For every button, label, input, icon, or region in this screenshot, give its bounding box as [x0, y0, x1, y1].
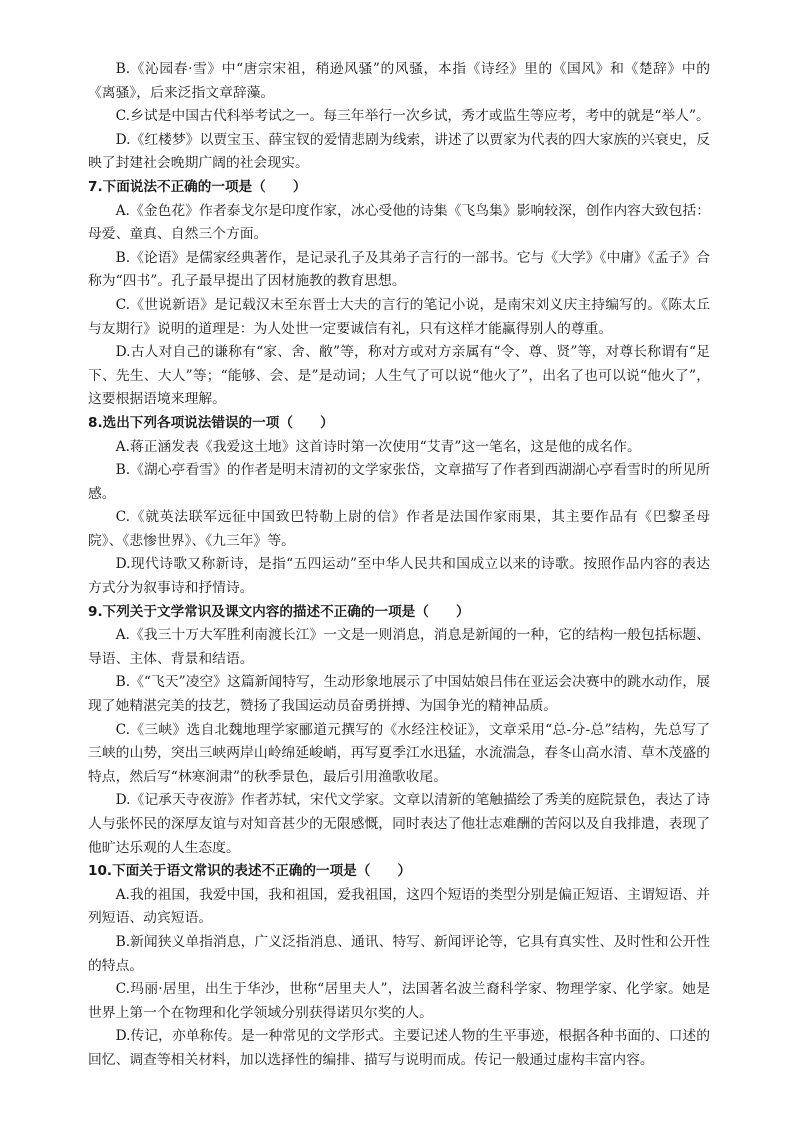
question-7-option-c: C.《世说新语》是记载汉末至东晋士大夫的言行的笔记小说，是南宋刘义庆主持编写的。《陈太丘与友期行》说明的道理是：为人处世一定要诚信有礼，只有这样才能赢得别人的尊重。 — [88, 296, 710, 337]
question-9-option-a: A.《我三十万大军胜利南渡长江》一文是一则消息，消息是新闻的一种，它的结构一般包括标题、导语、主体、背景和结语。 — [88, 627, 710, 667]
question-8-option-a: A.蒋正涵发表《我爱这土地》这首诗时第一次使用“艾青”这一笔名，这是他的成名作。 — [115, 438, 641, 455]
option-c: C.乡试是中国古代科举考试之一。每三年举行一次乡试，秀才或监生等应考，考中的就是“举人”。 — [115, 108, 710, 125]
question-8-option-b: B.《湖心亭看雪》的作者是明末清初的文学家张岱，文章描写了作者到西湖湖心亭看雪时的所见所感。 — [88, 462, 710, 502]
question-10-option-d: D.传记，亦单称传。是一种常见的文学形式。主要记述人物的生平事迹，根据各种书面的、口述的回忆、调查等相关材料，加以选择性的编排、描写与说明而成。传记一般通过虚构丰富内容。 — [88, 1028, 711, 1068]
question-9-option-b: B.《“飞天”凌空》这篇新闻特写，生动形象地展示了中国姑娘吕伟在亚运会决赛中的跳水动作，展现了她精湛完美的技艺，赞扬了我国运动员奋勇拼搏、为国争光的精神品质。 — [88, 674, 710, 715]
question-8-stem: 8.选出下列各项说法错误的一项（ ） — [88, 414, 334, 431]
question-8-option-c: C.《就英法联军远征中国致巴特勒上尉的信》作者是法国作家雨果，其主要作品有《巴黎圣母院》、《悲惨世界》、《九三年》等。 — [88, 509, 710, 549]
question-10-option-a: A.我的祖国，我爱中国，我和祖国，爱我祖国，这四个短语的类型分别是偏正短语、主谓短语、并列短语、动宾短语。 — [88, 886, 710, 927]
exam-page — [88, 58, 710, 1073]
question-7-option-a: A.《金色花》作者泰戈尔是印度作家，冰心受他的诗集《飞鸟集》影响较深，创作内容大致包括：母爱、童真、自然三个方面。 — [88, 202, 710, 243]
question-7-option-d: D.古人对自己的谦称有“家、舍、敝”等，称对方或对方亲属有“令、尊、贤”等，对尊长称谓有“足下、先生、大人”等；“能够、会、是”是动词；人生气了可以说“他火了”，出名了也可以说“他火了”，这要根据语境来理解。 — [88, 344, 710, 408]
question-8-option-d: D.现代诗歌又称新诗，是指“五四运动”至中华人民共和国成立以来的诗歌。按照作品内容的表达方式分为叙事诗和抒情诗。 — [88, 556, 710, 597]
question-10-stem: 10.下面关于语文常识的表述不正确的一项是（ ） — [88, 863, 412, 880]
question-9-stem: 9.下列关于文学常识及课文内容的描述不正确的一项是（ ） — [88, 603, 470, 620]
question-7-option-b: B.《论语》是儒家经典著作，是记录孔子及其弟子言行的一部书。它与《大学》《中庸》《孟子》合称为“四书”。孔子最早提出了因材施教的教育思想。 — [88, 249, 710, 290]
question-10-option-c: C.玛丽·居里，出生于华沙，世称“居里夫人”，法国著名波兰裔科学家、物理学家、化学家。她是世界上第一个在物理和化学领域分别获得诺贝尔奖的人。 — [88, 981, 710, 1021]
question-9-option-c: C.《三峡》选自北魏地理学家郦道元撰写的《水经注校证》，文章采用“总-分-总”结构，先总写了三峡的山势，突出三峡两岸山岭绵延峻峭，再写夏季江水迅猛，水流湍急，春冬山高水清、草木茂盛的特点，然后写“林寒涧肃”的秋季景色，最后引用渔歌收尾。 — [88, 721, 710, 785]
option-d: D.《红楼梦》以贾宝玉、薛宝钗的爱情悲剧为线索，讲述了以贾家为代表的四大家族的兴衰史，反映了封建社会晚期广阔的社会现实。 — [88, 131, 711, 172]
question-9-option-d: D.《记承天寺夜游》作者苏轼，宋代文学家。文章以清新的笔触描绘了秀美的庭院景色，表达了诗人与张怀民的深厚友谊与对知音甚少的无限感慨，同时表达了他壮志难酬的苦闷以及自我排遣，表现了他旷达乐观的人生态度。 — [88, 792, 711, 856]
question-7-stem: 7.下面说法不正确的一项是（ ） — [88, 178, 307, 195]
question-10-option-b: B.新闻狭义单指消息，广义泛指消息、通讯、特写、新闻评论等，它具有真实性、及时性和公开性的特点。 — [88, 933, 710, 974]
option-b: B.《沁园春·雪》中“唐宗宋祖，稍逊风骚”的风骚，本指《诗经》里的《国风》和《楚辞》中的《离骚》，后来泛指文章辞藻。 — [88, 61, 710, 101]
